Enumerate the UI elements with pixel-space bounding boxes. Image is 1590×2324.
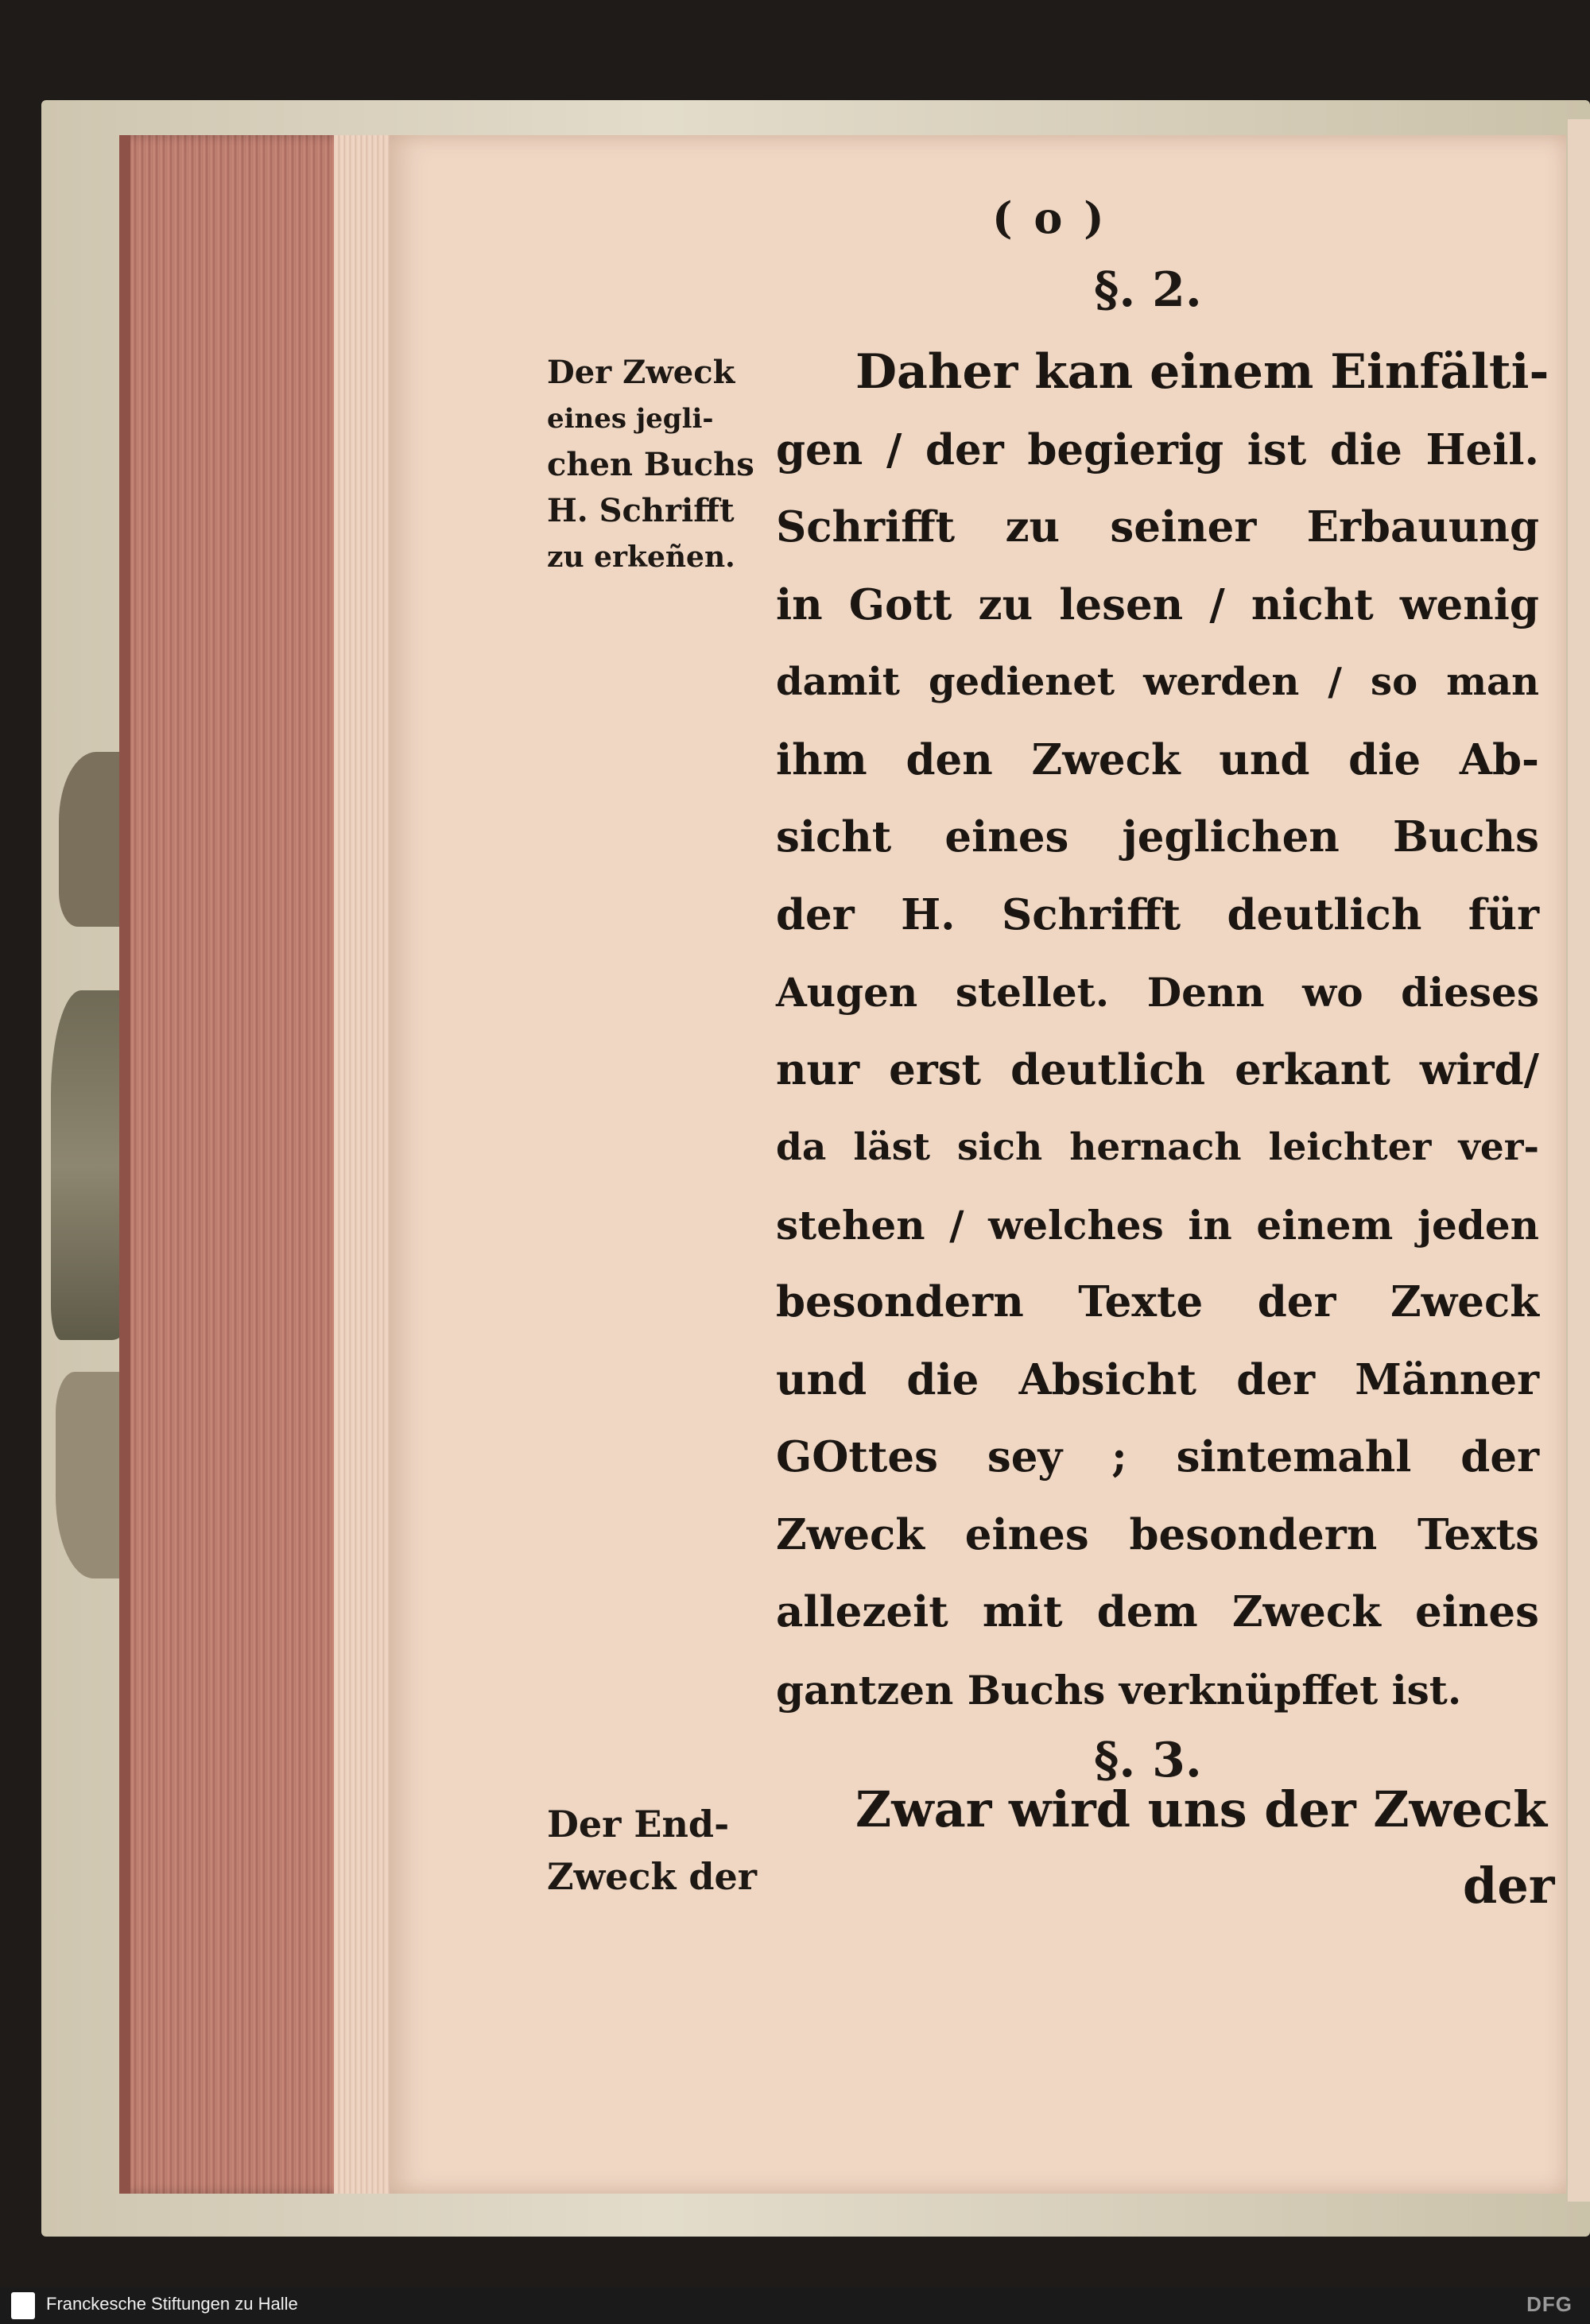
body-line: allezeit mit dem Zweck eines: [776, 1587, 1539, 1636]
margin-note-line: chen Buchs: [547, 446, 754, 483]
body-line: gantzen Buchs verknüpffet ist.: [776, 1666, 1462, 1714]
body-line: Augen stellet. Denn wo dieses: [776, 969, 1539, 1016]
institution-name: Franckesche Stiftungen zu Halle: [46, 2294, 298, 2314]
body-line: Zweck eines besondern Texts: [776, 1509, 1539, 1559]
header-ornament-text: ( o ): [992, 192, 1107, 243]
dfg-logo: DFG: [1526, 2292, 1573, 2316]
margin-note-line: H. Schrifft: [547, 492, 735, 529]
margin-note-line: Der Zweck: [547, 354, 735, 391]
section3-first-line: Zwar wird uns der Zweck: [855, 1780, 1548, 1838]
body-paragraph: [776, 334, 1549, 1729]
body-line: nur erst deutlich erkant wird/: [776, 1044, 1539, 1094]
page-header-ornament: [992, 192, 1107, 243]
body-line: GOttes sey ; sintemahl der: [776, 1432, 1539, 1482]
body-line: in Gott zu lesen / nicht wenig: [776, 579, 1539, 629]
body-line: Schrifft zu seiner Erbauung: [776, 502, 1539, 552]
margin-note-final-purpose: [547, 1798, 757, 1903]
margin-note-line: Der End-: [547, 1803, 730, 1846]
margin-note-line: eines jegli-: [547, 403, 714, 435]
body-line: Daher kan einem Einfälti-: [855, 344, 1549, 400]
institution-logo-icon: [11, 2292, 35, 2319]
catchword: der: [1463, 1857, 1555, 1915]
body-line: ihm den Zweck und die Ab-: [776, 734, 1539, 784]
body-line: und die Absicht der Männer: [776, 1354, 1539, 1404]
body-line: besondern Texte der Zweck: [776, 1277, 1539, 1327]
body-line: stehen / welches in einem jeden: [776, 1201, 1539, 1249]
body-line: da läst sich hernach leichter ver-: [776, 1125, 1539, 1169]
section-mark-2: §. 2.: [1094, 262, 1202, 318]
body-line: der H. Schrifft deutlich für: [776, 889, 1539, 939]
margin-note-line: zu erkeñen.: [547, 540, 735, 574]
margin-note-purpose: [547, 350, 754, 580]
page-edges-inner: [334, 135, 390, 2194]
next-page-strip: [1568, 119, 1590, 2202]
body-line: gen / der begierig ist die Heil.: [776, 424, 1539, 474]
margin-note-line: Zweck der: [547, 1855, 758, 1898]
section-mark-3: §. 3.: [1094, 1733, 1202, 1788]
viewer-footer: [0, 2287, 1590, 2324]
body-line: sicht eines jeglichen Buchs: [776, 812, 1539, 862]
body-line: damit gedienet werden / so man: [776, 660, 1539, 704]
